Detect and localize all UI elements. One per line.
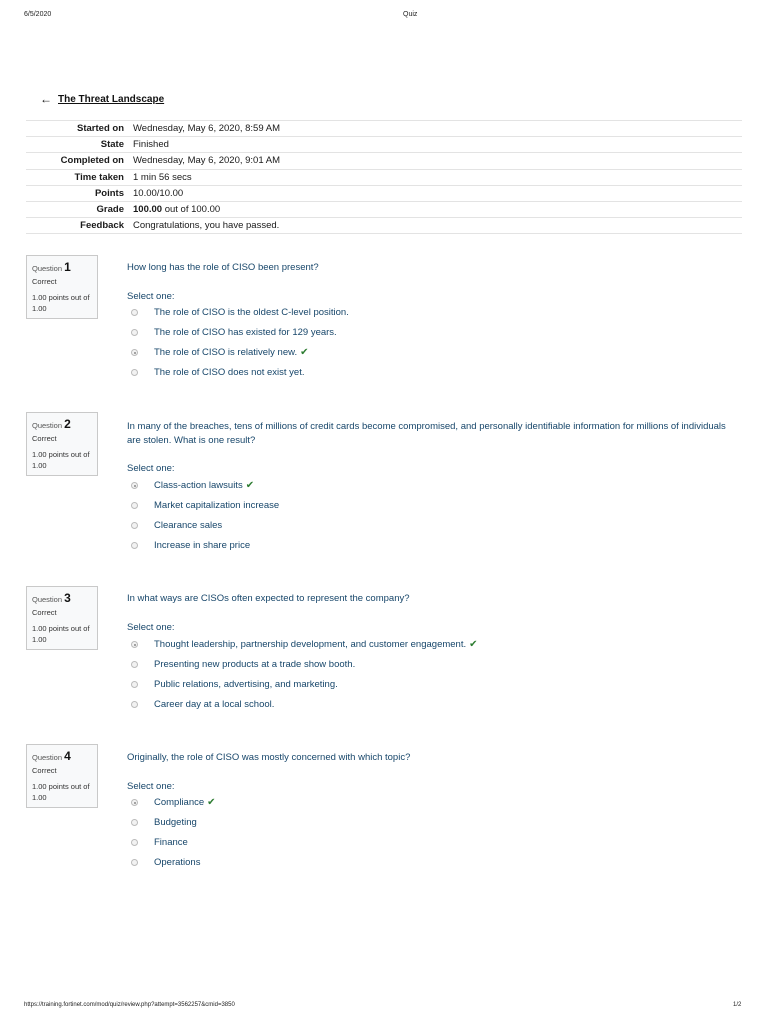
summary-label: Completed on — [26, 153, 133, 169]
radio-button[interactable] — [131, 859, 138, 866]
question-info-box — [26, 586, 98, 650]
back-link[interactable]: The Threat Landscape — [58, 93, 165, 105]
print-date: 6/5/2020 — [24, 11, 52, 18]
question-info-box — [26, 744, 98, 808]
answer-text: Public relations, advertising, and marketing. — [154, 679, 338, 690]
answer-text: The role of CISO has existed for 129 years. — [154, 327, 337, 338]
question-number: 1 — [64, 260, 71, 274]
answer-option[interactable] — [131, 857, 200, 868]
summary-row — [26, 185, 742, 201]
select-one-label: Select one: — [127, 781, 175, 792]
summary-label: Feedback — [26, 218, 133, 234]
answer-text: Thought leadership, partnership development, and customer engagement. — [154, 639, 467, 650]
question-label: Question — [32, 421, 63, 430]
answer-option[interactable] — [131, 327, 337, 338]
summary-row — [26, 137, 742, 153]
question-text: Originally, the role of CISO was mostly concerned with which topic? — [127, 752, 411, 763]
answer-option[interactable] — [131, 659, 355, 670]
answer-text: The role of CISO is the oldest C-level position. — [154, 307, 349, 318]
answer-option[interactable] — [131, 480, 254, 491]
question-label: Question — [32, 595, 63, 604]
answer-option[interactable] — [131, 699, 274, 710]
answer-text: Market capitalization increase — [154, 500, 280, 511]
select-one-label: Select one: — [127, 622, 175, 633]
answer-option[interactable] — [131, 520, 222, 531]
answer-text: Operations — [154, 857, 201, 868]
print-page-number: 1/2 — [733, 1002, 742, 1008]
print-title: Quiz — [403, 11, 418, 18]
summary-value: Finished — [133, 137, 742, 153]
print-url: https://training.fortinet.com/mod/quiz/review.php?attempt=3562257&cmid=3850 — [24, 1002, 235, 1008]
radio-button[interactable] — [131, 309, 138, 316]
summary-row — [26, 121, 742, 137]
arrow-left-icon[interactable]: ← — [40, 92, 52, 106]
radio-button[interactable] — [131, 329, 138, 336]
radio-button[interactable] — [131, 369, 138, 376]
answer-text: Presenting new products at a trade show booth. — [154, 659, 356, 670]
question-text: In many of the breaches, tens of millions of credit cards become compromised, and personally identifiable information for millions of individuals are stolen. What is one result? — [127, 421, 726, 446]
radio-button[interactable] — [131, 522, 138, 529]
grade-max: out of 100.00 — [162, 204, 221, 216]
answer-option[interactable] — [131, 837, 188, 848]
select-one-label: Select one: — [127, 463, 175, 474]
question-points: 1.00 points out of 1.00 — [32, 624, 90, 644]
summary-row — [26, 201, 742, 217]
summary-value: 10.00/10.00 — [133, 185, 742, 201]
summary-value: Congratulations, you have passed. — [133, 218, 742, 234]
question-text: How long has the role of CISO been present? — [127, 262, 319, 273]
summary-label: Time taken — [26, 169, 133, 185]
checkmark-icon: ✔ — [245, 480, 255, 491]
radio-button[interactable] — [131, 661, 138, 668]
radio-button[interactable] — [131, 819, 138, 826]
checkmark-icon: ✔ — [469, 639, 478, 650]
question-state: Correct — [32, 608, 57, 617]
question-info-box — [26, 255, 98, 319]
summary-value: Wednesday, May 6, 2020, 9:01 AM — [133, 153, 742, 169]
back-link-row[interactable] — [40, 93, 164, 105]
answer-text: Class-action lawsuits — [154, 480, 243, 491]
summary-row — [26, 153, 742, 169]
question-number: 2 — [64, 417, 71, 431]
answer-option[interactable] — [131, 817, 197, 828]
answer-text: Compliance — [154, 797, 205, 808]
question-number: 3 — [64, 591, 71, 605]
answer-option[interactable] — [131, 639, 478, 650]
radio-button[interactable] — [131, 839, 138, 846]
summary-value: Wednesday, May 6, 2020, 8:59 AM — [133, 121, 742, 137]
summary-row — [26, 169, 742, 185]
summary-label: Points — [26, 185, 133, 201]
radio-button[interactable] — [131, 502, 138, 509]
radio-button-selected[interactable] — [131, 799, 138, 806]
summary-label: State — [26, 137, 133, 153]
summary-row — [26, 218, 742, 234]
summary-value: 1 min 56 secs — [133, 169, 742, 185]
question-label: Question — [32, 753, 63, 762]
question-state: Correct — [32, 277, 57, 286]
answer-option[interactable] — [131, 679, 338, 690]
attempt-summary-table — [26, 120, 742, 234]
grade-score: 100.00 — [133, 204, 163, 216]
summary-label: Grade — [26, 201, 133, 217]
question-state: Correct — [32, 434, 57, 443]
checkmark-icon: ✔ — [207, 797, 216, 808]
question-number: 4 — [64, 749, 71, 763]
radio-button[interactable] — [131, 681, 138, 688]
question-points: 1.00 points out of 1.00 — [32, 450, 90, 470]
answer-text: Career day at a local school. — [154, 699, 275, 710]
answer-option[interactable] — [131, 367, 305, 378]
radio-button[interactable] — [131, 701, 138, 708]
answer-text: Clearance sales — [154, 520, 223, 531]
answer-text: Budgeting — [154, 817, 197, 828]
question-state: Correct — [32, 766, 57, 775]
question-info-box — [26, 412, 98, 476]
select-one-label: Select one: — [127, 291, 175, 302]
radio-button[interactable] — [131, 542, 138, 549]
radio-button-selected[interactable] — [131, 482, 138, 489]
summary-label: Started on — [26, 121, 133, 137]
answer-text: Increase in share price — [154, 540, 251, 551]
answer-option[interactable] — [131, 307, 349, 318]
answer-option[interactable] — [131, 540, 250, 551]
summary-value — [133, 201, 742, 217]
question-points: 1.00 points out of 1.00 — [32, 293, 90, 313]
question-label: Question — [32, 264, 63, 273]
answer-option[interactable] — [131, 347, 308, 358]
question-points: 1.00 points out of 1.00 — [32, 782, 90, 802]
answer-option[interactable] — [131, 797, 216, 808]
answer-text: The role of CISO does not exist yet. — [154, 367, 305, 378]
answer-text: Finance — [154, 837, 188, 848]
checkmark-icon: ✔ — [300, 347, 309, 358]
radio-button-selected[interactable] — [131, 641, 138, 648]
answer-text: The role of CISO is relatively new. — [154, 347, 298, 358]
radio-button-selected[interactable] — [131, 349, 138, 356]
answer-option[interactable] — [131, 500, 279, 511]
question-text: In what ways are CISOs often expected to represent the company? — [127, 593, 410, 604]
